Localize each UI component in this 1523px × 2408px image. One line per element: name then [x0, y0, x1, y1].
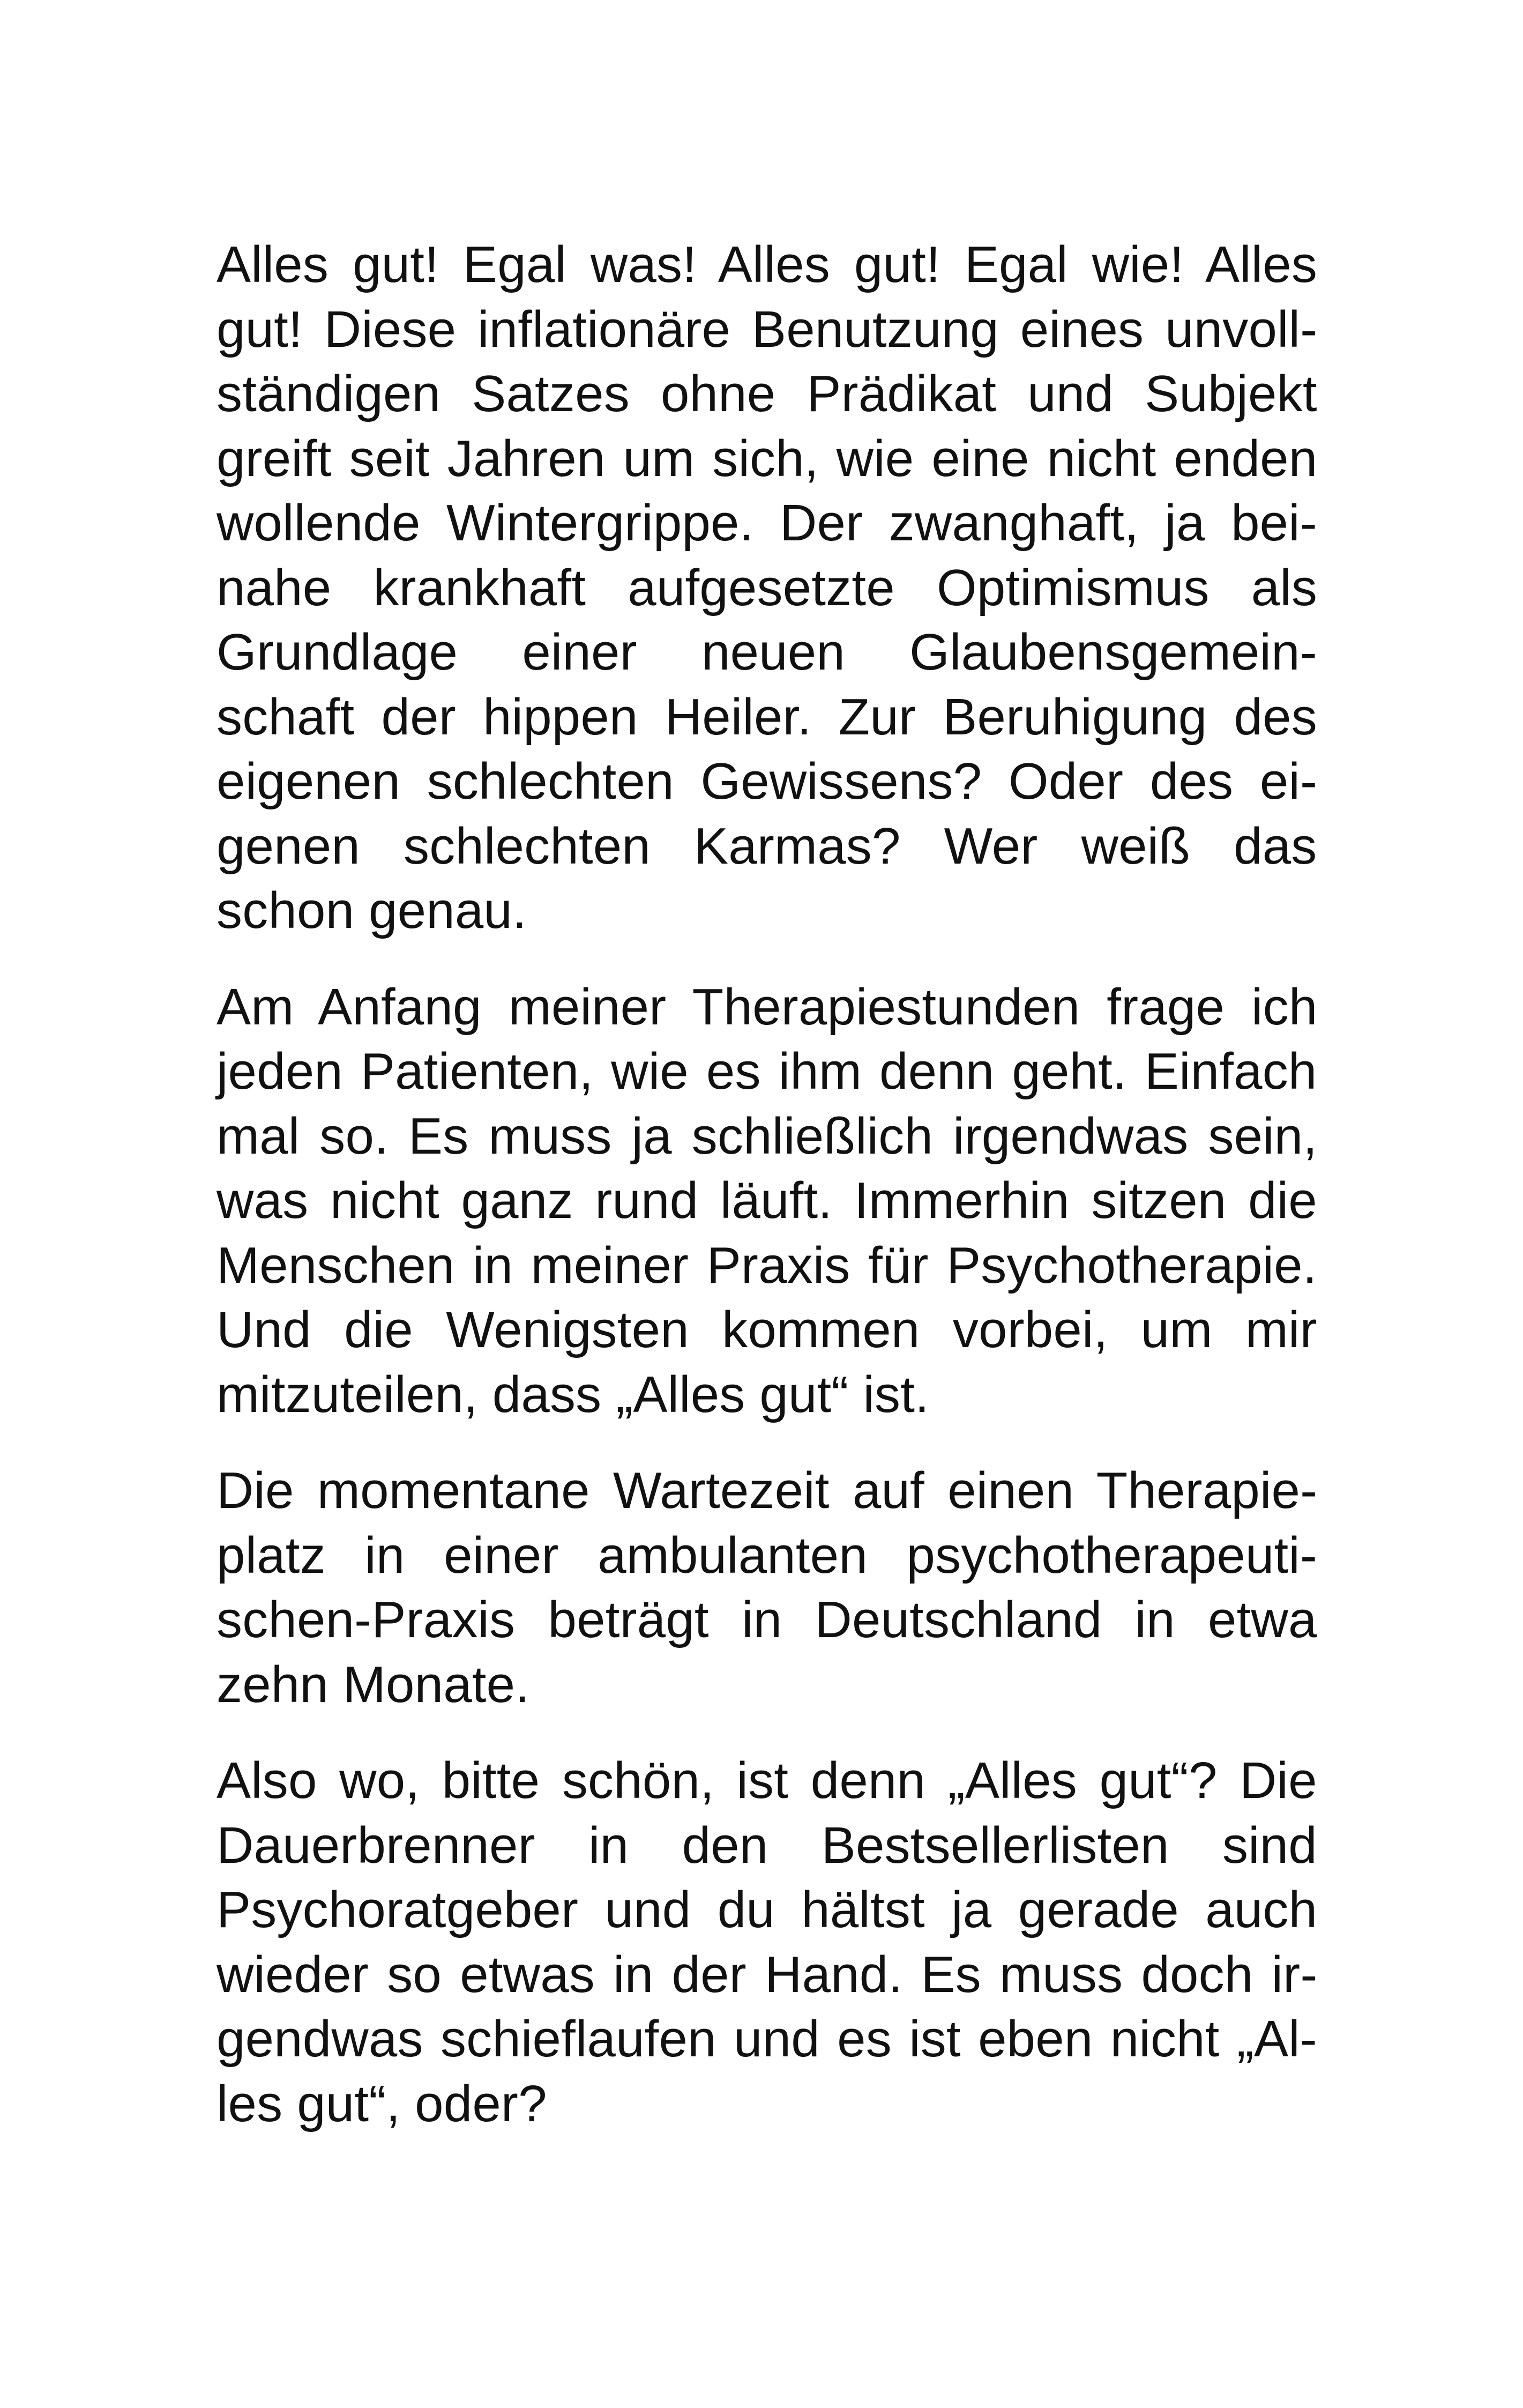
text-line: platz in einer ambulanten psychotherapeuti- [216, 1526, 1318, 1584]
text-line: Psychoratgeber und du hältst ja gerade auch [216, 1881, 1318, 1938]
paragraph [216, 233, 1317, 943]
text-line: Die momentane Wartezeit auf einen Therapie- [216, 1462, 1318, 1519]
text-line: wieder so etwas in der Hand. Es muss doch ir- [216, 1945, 1318, 2003]
text-line: Dauerbrenner in den Bestsellerlisten sind [216, 1816, 1317, 1874]
text-line: greift seit Jahren um sich, wie eine nicht enden [216, 429, 1318, 487]
text-line: zehn Monate. [216, 1655, 530, 1713]
paragraph [216, 1749, 1317, 2136]
text-line: was nicht ganz rund läuft. Immerhin sitzen die [216, 1172, 1317, 1229]
text-line: mitzuteilen, dass „Alles gut“ ist. [216, 1365, 929, 1423]
text-line: genen schlechten Karmas? Wer weiß das [216, 817, 1317, 875]
text-line: schen-Praxis beträgt in Deutschland in etwa [216, 1591, 1317, 1648]
text-line: Also wo, bitte schön, ist denn „Alles gut“? Die [216, 1752, 1317, 1809]
text-line: wollende Wintergrippe. Der zwanghaft, ja bei- [216, 494, 1317, 552]
paragraph [216, 1459, 1317, 1717]
text-line: Und die Wenigsten kommen vorbei, um mir [216, 1301, 1317, 1358]
text-line: nahe krankhaft aufgesetzte Optimismus als [216, 559, 1318, 616]
text-line: gut! Diese inflationäre Benutzung eines unvoll- [216, 300, 1318, 358]
body-text [216, 233, 1317, 2168]
text-line: eigenen schlechten Gewissens? Oder des ei- [216, 753, 1318, 810]
paragraph [216, 975, 1317, 1428]
text-line: schaft der hippen Heiler. Zur Beruhigung des [216, 688, 1317, 746]
text-line: schon genau. [216, 882, 527, 939]
text-line: les gut“, oder? [216, 2075, 547, 2132]
text-line: gendwas schieflaufen und es ist eben nicht „Al- [216, 2010, 1317, 2068]
text-line: Grundlage einer neuen Glaubensgemein- [216, 623, 1317, 681]
text-line: ständigen Satzes ohne Prädikat und Subjekt [216, 365, 1317, 422]
text-line: Am Anfang meiner Therapiestunden frage ich [216, 978, 1318, 1036]
text-line: mal so. Es muss ja schließlich irgendwas sein, [216, 1107, 1318, 1165]
text-line: jeden Patienten, wie es ihm denn geht. Einfach [216, 1043, 1317, 1100]
text-line: Menschen in meiner Praxis für Psychotherapie. [216, 1236, 1317, 1294]
text-line: Alles gut! Egal was! Alles gut! Egal wie! Alles [216, 236, 1318, 293]
